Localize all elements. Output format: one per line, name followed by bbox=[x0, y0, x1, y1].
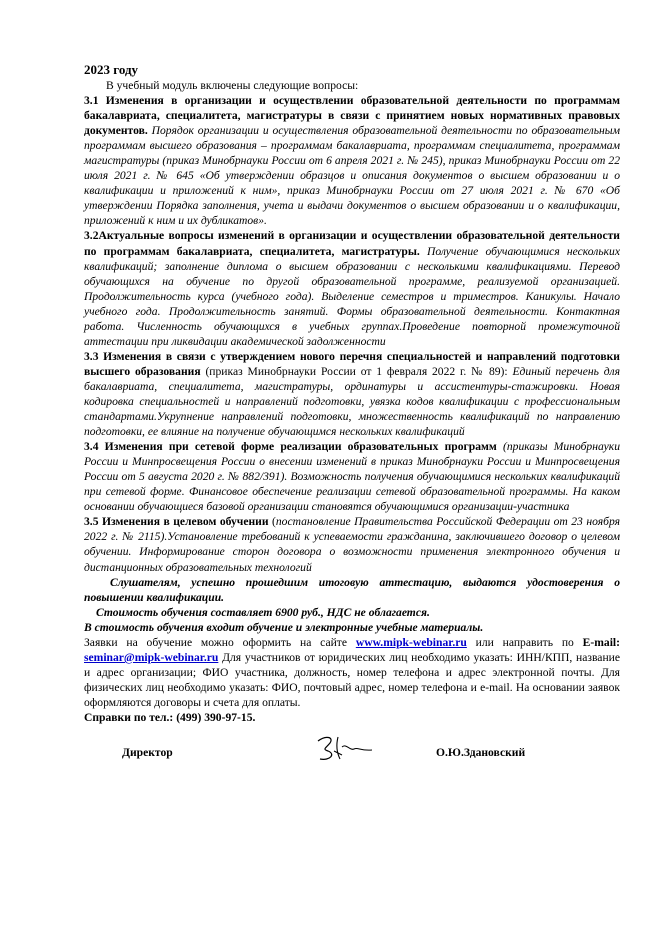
email-link[interactable]: seminar@mipk-webinar.ru bbox=[84, 650, 219, 664]
section-ref: ( bbox=[268, 515, 276, 529]
phone-line: Справки по тел.: (499) 390-97-15. bbox=[84, 710, 256, 724]
handwritten-signature bbox=[312, 729, 382, 769]
apply-text: Заявки на обучение можно оформить на сайте bbox=[84, 635, 356, 649]
section-title: 3.5 Изменения в целевом обучении bbox=[84, 515, 269, 529]
contacts-details: Для участников от юридических лиц необходимо указать: ИНН/КПП, название и адрес организации; ФИО участника, должность, номер телефона и адрес электронной почты. Для физических лиц необходимо указать: ФИО, почтовый адрес, номер телефона и e-mail. На основании заявок оформляются договоры и счета для оплаты. bbox=[84, 650, 620, 709]
section-body: (приказы Минобрнауки России и Минпросвещения России о внесении изменений в приказ Минобрнауки России и Минпросвещения России от 5 августа 2020 г. № 882/391). Возможность получения обучающимися нескольких квалификаций при сетевой форме. Финансовое обеспечение реализации сетевой образовательной программы. На каком основании обучающиеся базовой организации становятся обучающимися организации-участника bbox=[84, 440, 620, 514]
section-3-4 bbox=[84, 439, 620, 514]
signature-title: Директор bbox=[122, 746, 173, 760]
document-page bbox=[84, 62, 620, 773]
section-title: 3.3 Изменения в связи с утверждением нового перечня специальностей и направлений подготовки высшего образования bbox=[84, 349, 620, 378]
section-3-5 bbox=[84, 514, 620, 574]
section-body: постановление Правительства Российской Федерации от 23 ноября 2022 г. № 2115).Установление требований к успеваемости гражданина, заключившего договор о целевом обучении. Информирование сторон договора о возможности применения электронного обучения и дистанционных образовательных технологий bbox=[84, 515, 620, 574]
year-heading: 2023 году bbox=[84, 62, 139, 77]
or-send-text: или направить по bbox=[466, 635, 583, 649]
section-3-2 bbox=[84, 228, 620, 348]
section-body: Единый перечень для бакалавриата, специалитета, магистратуры, ординатуры и ассистентуры-стажировки. Новая кодировка специальностей и направлений подготовки, увязка кодов квалификации с профессиональным стандартами.Укрупнение направлений подготовки, множественность квалификаций по направлению подготовки, ее влияние на получение обучающимся нескольких квалификаций bbox=[84, 364, 621, 439]
section-title: 3.4 Изменения при сетевой форме реализации образовательных программ bbox=[84, 440, 497, 454]
site-link[interactable]: www.mipk-webinar.ru bbox=[355, 635, 467, 649]
email-label: E-mail: bbox=[582, 635, 620, 649]
section-3-1 bbox=[84, 93, 620, 228]
contacts-paragraph bbox=[84, 635, 620, 710]
intro-text: В учебный модуль включены следующие вопросы: bbox=[106, 79, 359, 92]
included-note: В стоимость обучения входит обучение и электронные учебные материалы. bbox=[84, 620, 484, 634]
signature-row bbox=[84, 733, 620, 773]
signature-name: О.Ю.Здановский bbox=[436, 746, 526, 760]
section-title: 3.1 Изменения в организации и осуществлении образовательной деятельности по программам бакалавриата, специалитета, магистратуры в связи с принятием новых нормативных правовых документов. bbox=[84, 94, 620, 138]
section-3-3 bbox=[84, 349, 620, 439]
certificate-note: Слушателям, успешно прошедшим итоговую аттестацию, выдаются удостоверения о повышении квалификации. bbox=[84, 575, 620, 604]
section-ref: (приказ Минобрнауки России от 1 февраля 2022 г. № 89): bbox=[200, 364, 513, 378]
section-body: Порядок организации и осуществления образовательной деятельности по образовательным программам высшего образования – программам бакалавриата, программам специалитета, программам магистратуры (приказ Минобрнауки России от 6 апреля 2021 г. № 245), приказ Минобрнауки России от 22 июля 2021 г. № 645 «Об утверждении образцов и описания документов о высшем образовании и о квалификации и приложений к ним», приказ Минобрнауки России от 27 июля 2021 г. № 670 «Об утверждении Порядка заполнения, учета и выдачи документов о высшем образовании и о квалификации, приложений к ним и их дубликатов». bbox=[84, 124, 620, 228]
cost-note: Стоимость обучения составляет 6900 руб., НДС не облагается. bbox=[96, 605, 430, 619]
section-title: 3.2Актуальные вопросы изменений в организации и осуществлении образовательной деятельности по программам бакалавриата, специалитета, магистратуры. bbox=[84, 229, 620, 258]
section-body: Получение обучающимися нескольких квалификаций; заполнение диплома о высшем образовании с несколькими квалификациями. Перевод обучающихся на обучение по другой образовательной программе, реализуемой организацией. Продолжительность курса (учебного года). Выделение семестров и триместров. Каникулы. Начало учебного года. Продолжительность занятий. Формы образовательной деятельности. Контактная работа. Численность обучающихся в учебных группах.Проведение повторной промежуточной аттестации при ликвидации академической задолженности bbox=[84, 244, 620, 348]
